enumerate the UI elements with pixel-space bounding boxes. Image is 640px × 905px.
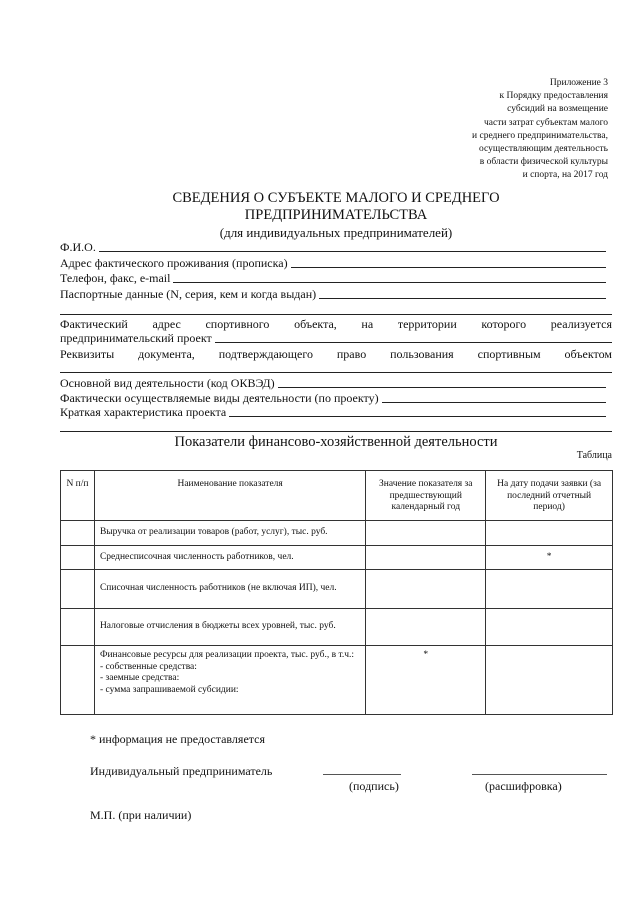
appendix-line: к Порядку предоставления <box>499 91 608 102</box>
appendix-line: субсидий на возмещение <box>507 104 608 115</box>
table-row <box>61 521 613 546</box>
address-field[interactable] <box>60 256 612 270</box>
table-row <box>61 646 613 715</box>
header-current-period: На дату подачи заявки (за последний отчетный период) <box>486 471 613 521</box>
row-name: Налоговые отчисления в бюджеты всех уровней, тыс. руб. <box>94 609 365 646</box>
row-number <box>61 521 95 546</box>
appendix-line: и среднего предпринимательства, <box>472 130 608 141</box>
table-label: Таблица <box>576 450 612 461</box>
financial-indicators-table <box>60 470 613 715</box>
passport-field[interactable] <box>60 287 612 301</box>
other-activity-input-line[interactable] <box>382 392 606 403</box>
requisites-label: Реквизиты документа, подтверждающего право пользования спортивным объектом <box>60 347 612 361</box>
project-summary-input-line[interactable] <box>229 406 606 417</box>
requisites-input-line[interactable] <box>60 372 612 373</box>
phone-input-line[interactable] <box>173 272 606 283</box>
table-row <box>61 570 613 609</box>
table-header-row <box>61 471 613 521</box>
sport-address-field[interactable] <box>60 331 612 345</box>
row-prev-value[interactable] <box>366 609 486 646</box>
row-number <box>61 646 95 715</box>
document-title <box>60 190 612 241</box>
footnote: * информация не предоставляется <box>90 732 266 746</box>
row-name-text: Финансовые ресурсы для реализации проекта, тыс. руб., в т.ч.: <box>99 650 355 660</box>
row-number <box>61 570 95 609</box>
row-current-value[interactable]: * <box>486 546 613 570</box>
row-current-value[interactable] <box>486 570 613 609</box>
title-line-1: СВЕДЕНИЯ О СУБЪЕКТЕ МАЛОГО И СРЕДНЕГО <box>172 190 500 206</box>
row-sub-item: - заемные средства: <box>99 673 180 683</box>
project-summary-field[interactable] <box>60 405 612 419</box>
row-current-value[interactable] <box>486 646 613 715</box>
appendix-line: и спорта, на 2017 год <box>522 170 608 181</box>
appendix-line: в области физической культуры <box>479 157 608 168</box>
okved-input-line[interactable] <box>278 377 606 388</box>
table-row <box>61 546 613 570</box>
row-sub-item: - сумма запрашиваемой субсидии: <box>99 684 239 695</box>
row-prev-value[interactable] <box>366 546 486 570</box>
section-title: Показатели финансово-хозяйственной деятельности <box>174 434 498 450</box>
row-prev-value[interactable] <box>366 521 486 546</box>
sport-address-label-1: Фактический адрес спортивного объекта, на территории которого реализуется <box>60 317 612 331</box>
row-name <box>94 646 365 715</box>
okved-field[interactable] <box>60 376 612 390</box>
row-name: Выручка от реализации товаров (работ, услуг), тыс. руб. <box>94 521 365 546</box>
title-line-2: ПРЕДПРИНИМАТЕЛЬСТВА <box>244 207 428 223</box>
blank-line[interactable] <box>60 431 612 432</box>
header-indicator-name: Наименование показателя <box>94 471 365 521</box>
sport-address-label-2: предпринимательский проект <box>60 331 212 345</box>
stamp-place: М.П. (при наличии) <box>90 808 192 822</box>
row-name: Списочная численность работников (не включая ИП), чел. <box>94 570 365 609</box>
title-line-3: (для индивидуальных предпринимателей) <box>219 225 453 240</box>
other-activity-field[interactable] <box>60 391 612 405</box>
address-input-line[interactable] <box>291 257 606 268</box>
fio-field[interactable] <box>60 240 612 254</box>
fio-label: Ф.И.О. <box>60 240 96 254</box>
signature-line[interactable] <box>323 774 401 775</box>
row-current-value[interactable] <box>486 521 613 546</box>
sport-address-input-line[interactable] <box>215 332 612 343</box>
header-previous-year: Значение показателя за предшествующий календарный год <box>366 471 486 521</box>
project-summary-label: Краткая характеристика проекта <box>60 405 227 419</box>
table-row <box>61 609 613 646</box>
appendix-note <box>408 77 608 183</box>
decode-line[interactable] <box>472 774 607 775</box>
passport-label: Паспортные данные (N, серия, кем и когда выдан) <box>60 287 317 301</box>
row-current-value[interactable] <box>486 609 613 646</box>
passport-input-line[interactable] <box>319 288 606 299</box>
address-label: Адрес фактического проживания (прописка) <box>60 256 288 270</box>
row-number <box>61 609 95 646</box>
row-sub-item: - собственные средства: <box>99 661 197 672</box>
row-number <box>61 546 95 570</box>
other-activity-label: Фактически осуществляемые виды деятельности (по проекту) <box>60 391 379 405</box>
row-name: Среднесписочная численность работников, чел. <box>94 546 365 570</box>
row-prev-value[interactable]: * <box>366 646 486 715</box>
appendix-line: части затрат субъектам малого <box>483 117 608 128</box>
okved-label: Основной вид деятельности (код ОКВЭД) <box>60 376 275 390</box>
signature-label: Индивидуальный предприниматель <box>90 764 273 778</box>
blank-line[interactable] <box>60 314 612 315</box>
row-prev-value[interactable] <box>366 570 486 609</box>
signature-caption: (подпись) <box>349 779 399 793</box>
fio-input-line[interactable] <box>99 241 606 252</box>
header-number: N п/п <box>61 471 95 521</box>
decode-caption: (расшифровка) <box>485 779 562 793</box>
appendix-line: Приложение 3 <box>549 78 608 88</box>
phone-field[interactable] <box>60 271 612 285</box>
phone-label: Телефон, факс, e-mail <box>60 271 171 285</box>
appendix-line: осуществляющим деятельность <box>479 144 608 155</box>
